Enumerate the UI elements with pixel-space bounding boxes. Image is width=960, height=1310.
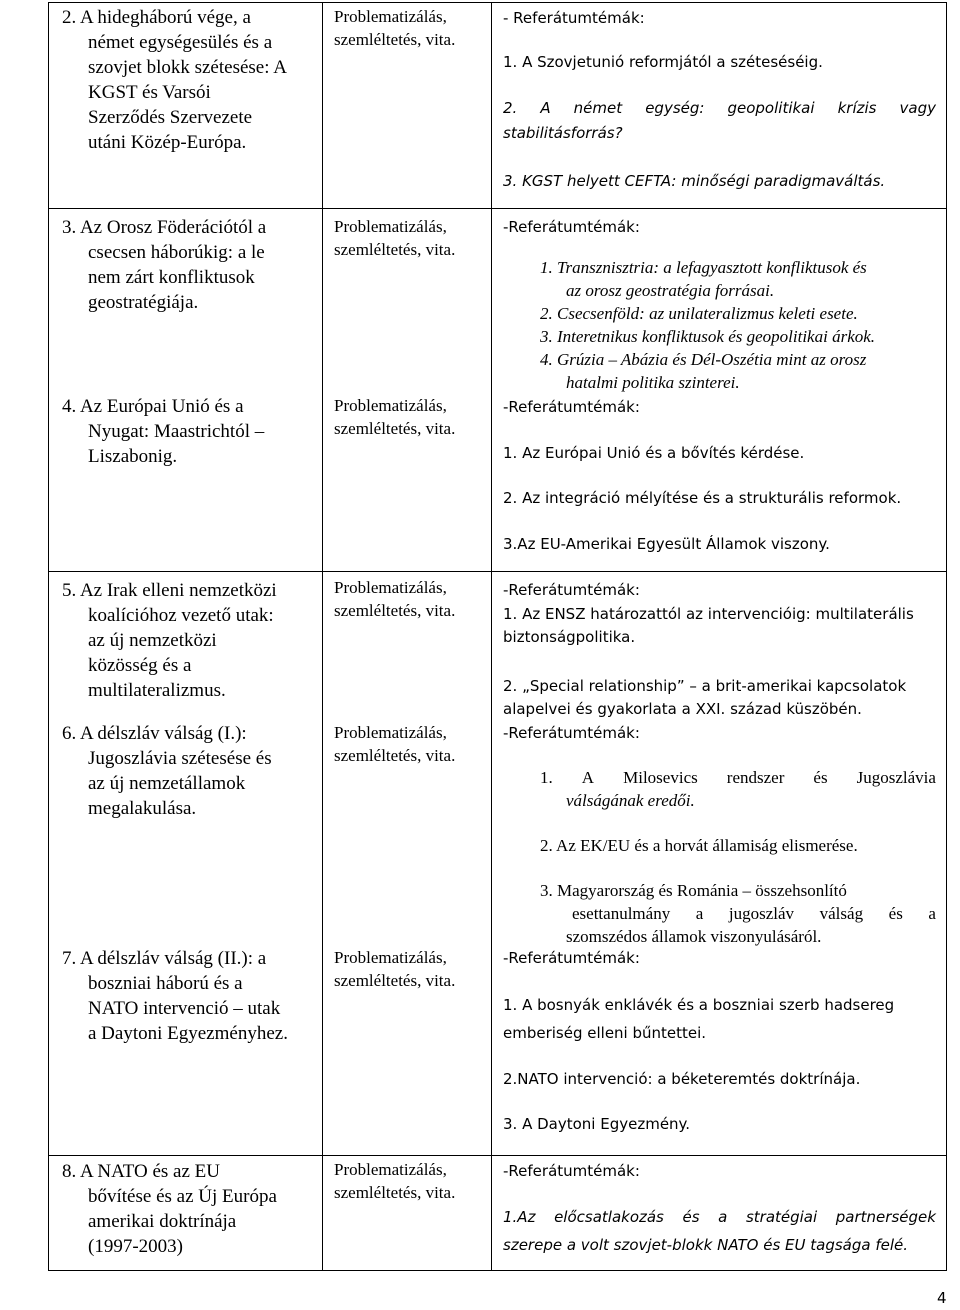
topic-line: 4. Az Európai Unió és a [62,396,244,417]
word: partnerségek [835,1208,936,1226]
topic-line: megalakulása. [88,798,197,819]
method-line: szemléltetés, vita. [334,240,456,259]
word: és [888,904,903,923]
word: a [718,1208,728,1226]
list-item-justified [503,99,936,117]
word: jugoszláv [728,904,795,923]
topic-line: amerikai doktrínája [88,1211,237,1232]
list-item: 2. Az EK/EU és a horvát államiság elismerése. [540,836,858,855]
topic-line: 7. A délszláv válság (II.): a [62,948,267,969]
section-heading: -Referátumtémák: [503,581,640,599]
list-item: 2. Csecsenföld: az unilateralizmus keleti esete. [540,304,858,323]
word: A [540,99,551,117]
topic-line: 5. Az Irak elleni nemzetközi [62,580,277,601]
word: rendszer [726,768,785,787]
word: krízis [837,99,877,117]
topic-line: multilateralizmus. [88,680,226,701]
list-item: 2. Az integráció mélyítése és a strukturális reformok. [503,489,902,507]
list-item-cont: biztonságpolitika. [503,628,636,646]
list-item-justified [540,768,936,788]
method-line: Problematizálás, [334,578,447,597]
topic-line: német egységesülés és a [88,32,273,53]
word: német [573,99,623,117]
list-item-cont: szomszédos államok viszonyulásáról. [566,927,822,946]
word: válság [819,904,864,923]
method-line: Problematizálás, [334,217,447,236]
word: 1.Az [503,1208,536,1226]
topic-line: a Daytoni Egyezményhez. [88,1023,288,1044]
section-heading: -Referátumtémák: [503,398,640,416]
method-line: szemléltetés, vita. [334,419,456,438]
word: 1. [540,768,553,787]
word: Jugoszlávia [856,768,936,787]
list-item: 2.NATO intervenció: a béketeremtés doktrínája. [503,1070,861,1088]
list-item: 1. A bosnyák enklávék és a boszniai szerb hadsereg [503,996,895,1014]
word: stratégiai [745,1208,818,1226]
list-item: 2. „Special relationship” – a brit-amerikai kapcsolatok [503,677,907,695]
method-line: szemléltetés, vita. [334,1183,456,1202]
method-line: Problematizálás, [334,948,447,967]
word: és [682,1208,700,1226]
method-line: szemléltetés, vita. [334,971,456,990]
word: A [581,768,595,787]
section-heading: -Referátumtémák: [503,218,640,236]
topic-line: nem zárt konfliktusok [88,267,255,288]
method-line: Problematizálás, [334,7,447,26]
list-item: 3. Interetnikus konfliktusok és geopolitikai árkok. [540,327,876,346]
list-item: 3. KGST helyett CEFTA: minőségi paradigmaváltás. [503,172,886,190]
word: egység: [645,99,705,117]
topic-line: utáni Közép-Európa. [88,132,247,153]
topic-line: Jugoszlávia szétesése és [88,748,272,769]
topic-line: (1997-2003) [88,1236,183,1257]
topic-line: koalícióhoz vezető utak: [88,605,274,626]
word: 2. [503,99,518,117]
method-line: Problematizálás, [334,723,447,742]
list-item: 1. A Szovjetunió reformjától a széteséséig. [503,53,823,71]
column-divider [491,2,492,1271]
list-item: 3.Az EU-Amerikai Egyesült Államok viszony. [503,535,830,553]
topic-line: Liszabonig. [88,446,178,467]
word: geopolitikai [727,99,815,117]
word: a [695,904,704,923]
topic-line: csecsen háborúkig: a le [88,242,265,263]
row-divider [48,571,947,572]
list-item: 1. Az Európai Unió és a bővítés kérdése. [503,444,805,462]
section-heading: -Referátumtémák: [503,949,640,967]
list-item-cont: az orosz geostratégia forrásai. [566,281,775,300]
topic-line: boszniai háború és a [88,973,243,994]
row-divider [48,1155,947,1156]
word: és [813,768,828,787]
table-border-right [946,2,947,1271]
list-item-cont: stabilitásforrás? [503,124,623,142]
method-line: Problematizálás, [334,1160,447,1179]
column-divider [322,2,323,1271]
list-item-cont: szerepe a volt szovjet-blokk NATO és EU tagsága felé. [503,1236,909,1254]
method-line: szemléltetés, vita. [334,746,456,765]
topic-line: 3. Az Orosz Föderációtól a [62,217,267,238]
topic-line: közösség és a [88,655,192,676]
list-item: 3. A Daytoni Egyezmény. [503,1115,691,1133]
table-border-bottom [48,1270,947,1271]
word: Milosevics [623,768,698,787]
list-item-justified [572,904,936,924]
page-number: 4 [937,1289,947,1307]
topic-line: 2. A hidegháború vége, a [62,7,251,28]
word: esettanulmány [572,904,671,923]
topic-line: bővítése és az Új Európa [88,1186,277,1207]
method-line: szemléltetés, vita. [334,30,456,49]
list-item-cont: hatalmi politika szinterei. [566,373,740,392]
table-border-left [48,2,49,1271]
topic-line: Nyugat: Maastrichtól – [88,421,265,442]
method-line: szemléltetés, vita. [334,601,456,620]
topic-line: KGST és Varsói [88,82,211,103]
topic-line: Szerződés Szervezete [88,107,253,128]
section-heading: - Referátumtémák: [503,9,645,27]
list-item: 4. Grúzia – Abázia és Dél-Oszétia mint az orosz [540,350,867,369]
word: vagy [899,99,936,117]
topic-line: szovjet blokk szétesése: A [88,57,287,78]
topic-line: az új nemzetállamok [88,773,246,794]
list-item-justified [503,1208,936,1226]
list-item-cont: alapelvei és gyakorlata a XXI. század küszöbén. [503,700,862,718]
topic-line: geostratégiája. [88,292,199,313]
word: a [928,904,936,923]
section-heading: -Referátumtémák: [503,724,640,742]
list-item: 1. Az ENSZ határozattól az intervencióig: multilaterális [503,605,914,623]
table-border-top [48,2,947,3]
list-item-cont: emberiség elleni bűntettei. [503,1024,707,1042]
row-divider [48,208,947,209]
method-line: Problematizálás, [334,396,447,415]
list-item: 3. Magyarország és Románia – összehsonlító [540,881,847,900]
topic-line: az új nemzetközi [88,630,217,651]
topic-line: 8. A NATO és az EU [62,1161,220,1182]
list-item-cont: válságának eredői. [566,791,695,810]
word: előcsatlakozás [554,1208,664,1226]
section-heading: -Referátumtémák: [503,1162,640,1180]
list-item: 1. Transznisztria: a lefagyasztott konfliktusok és [540,258,867,277]
topic-line: NATO intervenció – utak [88,998,281,1019]
topic-line: 6. A délszláv válság (I.): [62,723,247,744]
